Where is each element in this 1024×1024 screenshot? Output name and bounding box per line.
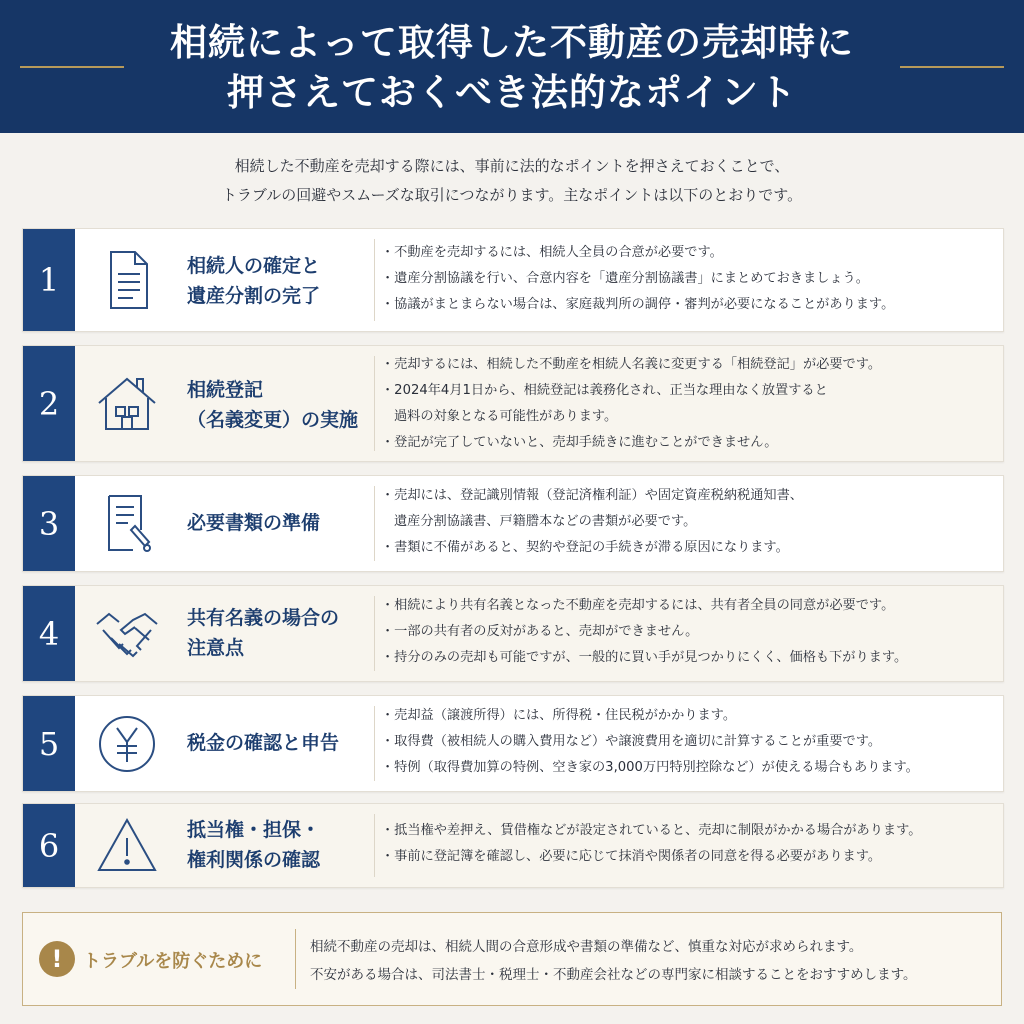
intro-text — [0, 152, 1024, 210]
point-title-4 — [187, 603, 382, 663]
exclamation-icon: ! — [39, 941, 75, 977]
handshake-icon — [93, 600, 161, 668]
point-card-4 — [22, 585, 1004, 682]
point-title-5-line1: 税金の確認と申告 — [187, 732, 340, 754]
point-5-line-3: ・特例（取得費加算の特例、空き家の3,000万円特別控除など）が使える場合もあります。 — [381, 760, 919, 775]
point-list-2 — [381, 352, 997, 456]
point-4-line-2: ・一部の共有者の反対があると、売却ができません。 — [381, 624, 699, 639]
point-number-1: 1 — [23, 229, 75, 331]
point-title-2-line1: 相続登記 — [187, 379, 264, 401]
point-title-3-line1: 必要書類の準備 — [187, 512, 321, 534]
card-divider — [374, 814, 375, 877]
point-number-2: 2 — [23, 346, 75, 461]
point-1-line-1: ・不動産を売却するには、相続人全員の合意が必要です。 — [381, 245, 723, 260]
point-2-line-2: ・2024年4月1日から、相続登記は義務化され、正当な理由なく放置すると — [381, 383, 828, 398]
point-5-line-2: ・取得費（被相続人の購入費用など）や譲渡費用を適切に計算することが重要です。 — [381, 734, 882, 749]
point-card-5 — [22, 695, 1004, 792]
document-icon — [93, 246, 161, 314]
point-2-line-3: 過料の対象となる可能性があります。 — [394, 409, 618, 424]
header-banner — [0, 0, 1024, 133]
intro-line2: トラブルの回避やスムーズな取引につながります。主なポイントは以下のとおりです。 — [221, 186, 803, 204]
card-divider — [374, 486, 375, 561]
point-list-5 — [381, 703, 997, 781]
point-list-1 — [381, 240, 997, 318]
point-title-6-line1: 抵当権・担保・ — [187, 819, 321, 841]
point-title-1-line1: 相続人の確定と — [187, 255, 321, 277]
point-title-6-line2: 権利関係の確認 — [187, 849, 321, 871]
point-3-line-2: 遺産分割協議書、戸籍謄本などの書類が必要です。 — [394, 514, 697, 529]
trouble-prevention-line2: 不安がある場合は、司法書士・税理士・不動産会社などの専門家に相談することをおすすめします。 — [310, 967, 917, 983]
point-number-6: 6 — [23, 804, 75, 887]
point-title-1-line2: 遺産分割の完了 — [187, 285, 321, 307]
point-card-2 — [22, 345, 1004, 462]
point-list-4 — [381, 593, 997, 671]
trouble-prevention-box — [22, 912, 1002, 1006]
point-title-2-line2: （名義変更）の実施 — [187, 409, 359, 431]
point-5-line-1: ・売却益（譲渡所得）には、所得税・住民税がかかります。 — [381, 708, 737, 723]
point-card-6 — [22, 803, 1004, 888]
point-2-line-4: ・登記が完了していないと、売却手続きに進むことができません。 — [381, 435, 778, 450]
point-title-4-line1: 共有名義の場合の — [187, 607, 340, 629]
point-3-line-3: ・書類に不備があると、契約や登記の手続きが滞る原因になります。 — [381, 540, 789, 555]
point-6-line-2: ・事前に登記簿を確認し、必要に応じて抹消や関係者の同意を得る必要があります。 — [381, 849, 882, 864]
intro-line1: 相続した不動産を売却する際には、事前に法的なポイントを押さえておくことで、 — [234, 157, 790, 175]
point-1-line-3: ・協議がまとまらない場合は、家庭裁判所の調停・審判が必要になることがあります。 — [381, 297, 895, 312]
point-title-6 — [187, 815, 382, 875]
point-1-line-2: ・遺産分割協議を行い、合意内容を「遺産分割協議書」にまとめておきましょう。 — [381, 271, 869, 286]
card-divider — [374, 596, 375, 671]
document-pen-icon — [93, 490, 161, 558]
card-divider — [374, 239, 375, 321]
trouble-prevention-line1: 相続不動産の売却は、相続人間の合意形成や書類の準備など、慎重な対応が求められます。 — [310, 939, 863, 955]
point-list-6 — [381, 818, 997, 870]
card-divider — [374, 356, 375, 451]
yen-icon — [93, 710, 161, 778]
trouble-prevention-title: トラブルを防ぐために — [83, 951, 263, 972]
house-icon — [93, 369, 161, 437]
point-number-3: 3 — [23, 476, 75, 571]
point-card-3 — [22, 475, 1004, 572]
point-title-3 — [187, 508, 382, 538]
point-number-5: 5 — [23, 696, 75, 791]
point-title-5 — [187, 728, 382, 758]
gold-rule-right — [900, 66, 1004, 68]
point-number-4: 4 — [23, 586, 75, 681]
warning-icon — [93, 812, 161, 880]
point-list-3 — [381, 483, 997, 561]
bottom-divider — [295, 929, 296, 989]
point-title-2 — [187, 375, 382, 435]
card-divider — [374, 706, 375, 781]
point-title-1 — [187, 251, 382, 311]
point-6-line-1: ・抵当権や差押え、賃借権などが設定されていると、売却に制限がかかる場合があります。 — [381, 823, 922, 838]
page-title-line1: 相続によって取得した不動産の売却時に — [170, 20, 854, 64]
point-4-line-1: ・相続により共有名義となった不動産を売却するには、共有者全員の同意が必要です。 — [381, 598, 895, 613]
point-3-line-1: ・売却には、登記識別情報（登記済権利証）や固定資産税納税通知書、 — [381, 488, 803, 503]
gold-rule-left — [20, 66, 124, 68]
page-title-line2: 押さえておくべき法的なポイント — [227, 70, 797, 114]
trouble-prevention-text — [310, 933, 917, 989]
point-card-1 — [22, 228, 1004, 332]
point-2-line-1: ・売却するには、相続した不動産を相続人名義に変更する「相続登記」が必要です。 — [381, 357, 882, 372]
point-title-4-line2: 注意点 — [187, 637, 245, 659]
point-4-line-3: ・持分のみの売却も可能ですが、一般的に買い手が見つかりにくく、価格も下がります。 — [381, 650, 908, 665]
